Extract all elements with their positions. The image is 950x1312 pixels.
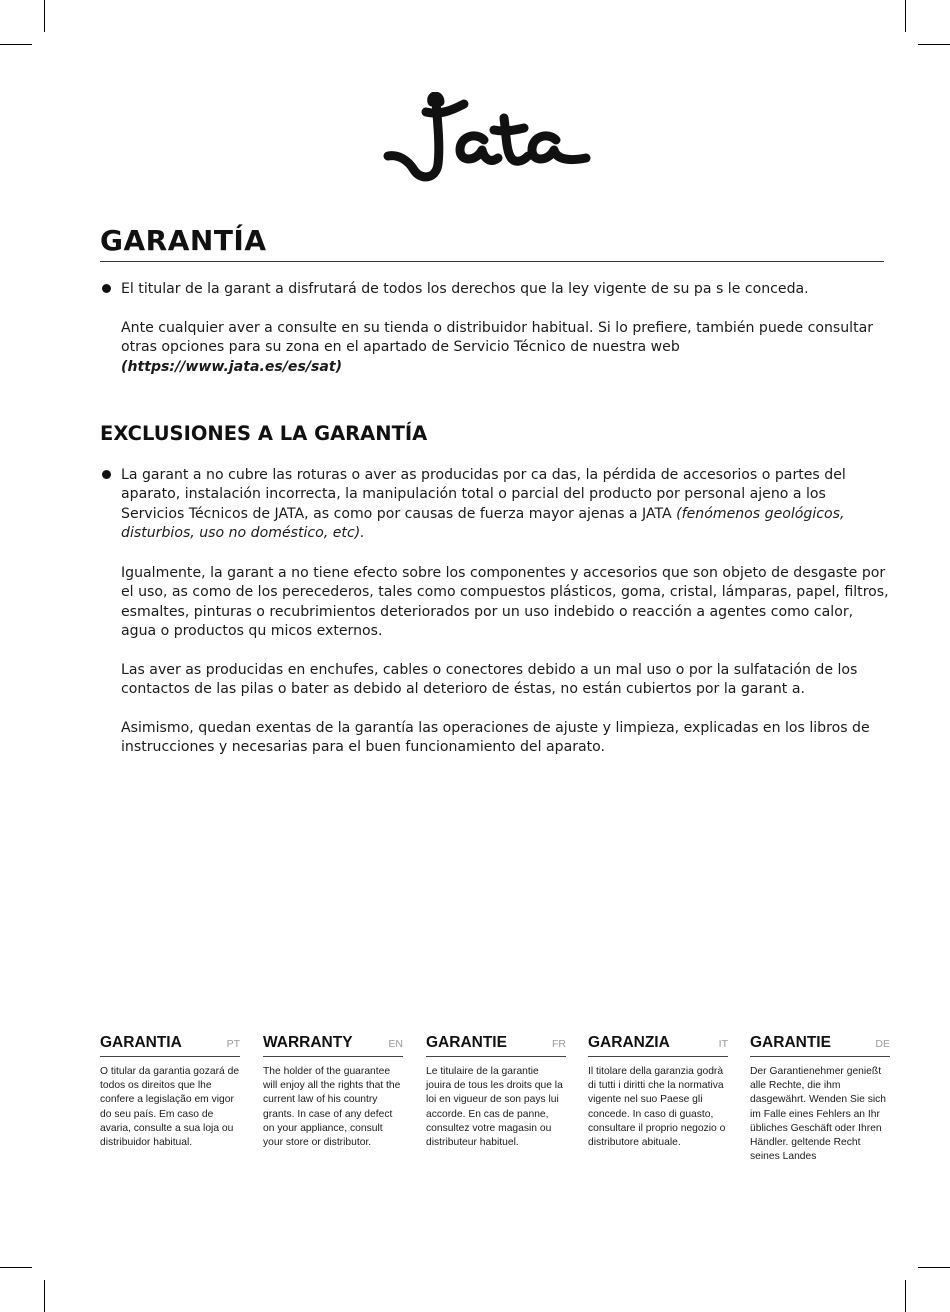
crop-mark [918,44,950,45]
exclusiones-breakage-text [121,466,891,543]
column-text: O titular da garantia gozará de todos os direitos que lhe confere a legislação em vigor do seu país. Em caso de avaria, consulte a sua loja ou distribuidor habitual. [100,1066,240,1149]
column-text: Il titolare della garanzia godrà di tutti i diritti che la normativa vigente nel suo Paese gli concede. In caso di guasto, consultare il proprio negozio o distributore abituale. [588,1066,726,1149]
exclusiones-wear-text: Igualmente, la garant a no tiene efecto sobre los componentes y accesorios que son objeto de desgaste por el uso, as como de los perecederos, tales como compuestos plásticos, goma, cristal, lámparas, papel, filtros, esmaltes, pinturas o recubrimientos deteriorados por un uso indebido o reacción a agentes como calor, agua o productos qu micos externos. [121,565,889,639]
language-code: EN [388,1038,403,1050]
column-title: GARANTIE [750,1034,831,1051]
column-header [588,1034,728,1057]
translation-column-fr [426,1034,566,1150]
crop-mark [44,0,45,32]
bullet-point [102,470,111,479]
column-title: GARANTIA [100,1034,182,1051]
garantia-service-body: Ante cualquier aver a consulte en su tienda o distribuidor habitual. Si lo prefiere, también puede consultar otras opciones para su zona en el apartado de Servicio Técnico de nuestra web [121,320,874,356]
jata-logo [380,92,595,184]
crop-mark [918,1267,950,1268]
language-code: PT [226,1038,240,1050]
column-text: The holder of the guarantee will enjoy all the rights that the current law of his country grants. In case of any defect on your appliance, consult your store or distributor. [263,1066,401,1149]
bullet-point [102,284,111,293]
column-header [750,1034,890,1057]
column-header [263,1034,403,1057]
translation-column-en [263,1034,403,1150]
column-title: GARANTIE [426,1034,507,1051]
section-title-garantia: GARANTÍA [100,224,267,257]
exclusiones-breakage-body: La garant a no cubre las roturas o aver as producidas por ca das, la pérdida de accesorios o partes del aparato, instalación incorrecta, la manipulación total o parcial del producto por personal ajeno a los Servicios Técnicos de JATA, as como por causas de fuerza mayor ajenas a JATA [121,467,846,522]
translation-column-it [588,1034,728,1150]
title-underline [100,261,884,262]
crop-mark [905,0,906,32]
section-title-exclusiones: EXCLUSIONES A LA GARANTÍA [100,422,428,445]
crop-mark [0,1267,32,1268]
column-text: Le titulaire de la garantie jouira de tous les droits que la loi en vigueur de son pays lui accorde. En cas de panne, consultez votre magasin ou distributeur habituel. [426,1066,563,1149]
garantia-service-text [121,319,891,377]
exclusiones-breakage-examples: (fenómenos geológicos, disturbios, uso no doméstico, etc). [121,505,845,541]
sat-link[interactable]: (https://www.jata.es/es/sat) [121,358,343,375]
column-header [426,1034,566,1057]
exclusiones-plugs-text: Las aver as producidas en enchufes, cables o conectores debido a un mal uso o por la sulfatación de los contactos de las pilas o bater as debido al deterioro de éstas, no están cubiertos por la garant a. [121,662,858,698]
crop-mark [905,1280,906,1312]
translation-column-pt [100,1034,240,1150]
column-header [100,1034,240,1057]
column-text: Der Garantienehmer genießt alle Rechte, die ihm dasgewährt. Wenden Sie sich im Falle eines Fehlers an Ihr übliches Geschäft oder Ihren Händler. geltende Recht seines Landes [750,1066,887,1163]
column-title: GARANZIA [588,1034,670,1051]
translation-column-de [750,1034,890,1164]
crop-mark [44,1280,45,1312]
column-title: WARRANTY [263,1034,353,1051]
crop-mark [0,44,32,45]
exclusiones-cleaning-text: Asimismo, quedan exentas de la garantía las operaciones de ajuste y limpieza, explicadas en los libros de instrucciones y necesarias para el buen funcionamiento del aparato. [121,720,870,756]
language-code: DE [875,1038,890,1050]
language-code: FR [552,1038,566,1050]
language-code: IT [718,1038,728,1050]
garantia-rights-text: El titular de la garant a disfrutará de todos los derechos que la ley vigente de su pa s le conceda. [121,281,809,297]
